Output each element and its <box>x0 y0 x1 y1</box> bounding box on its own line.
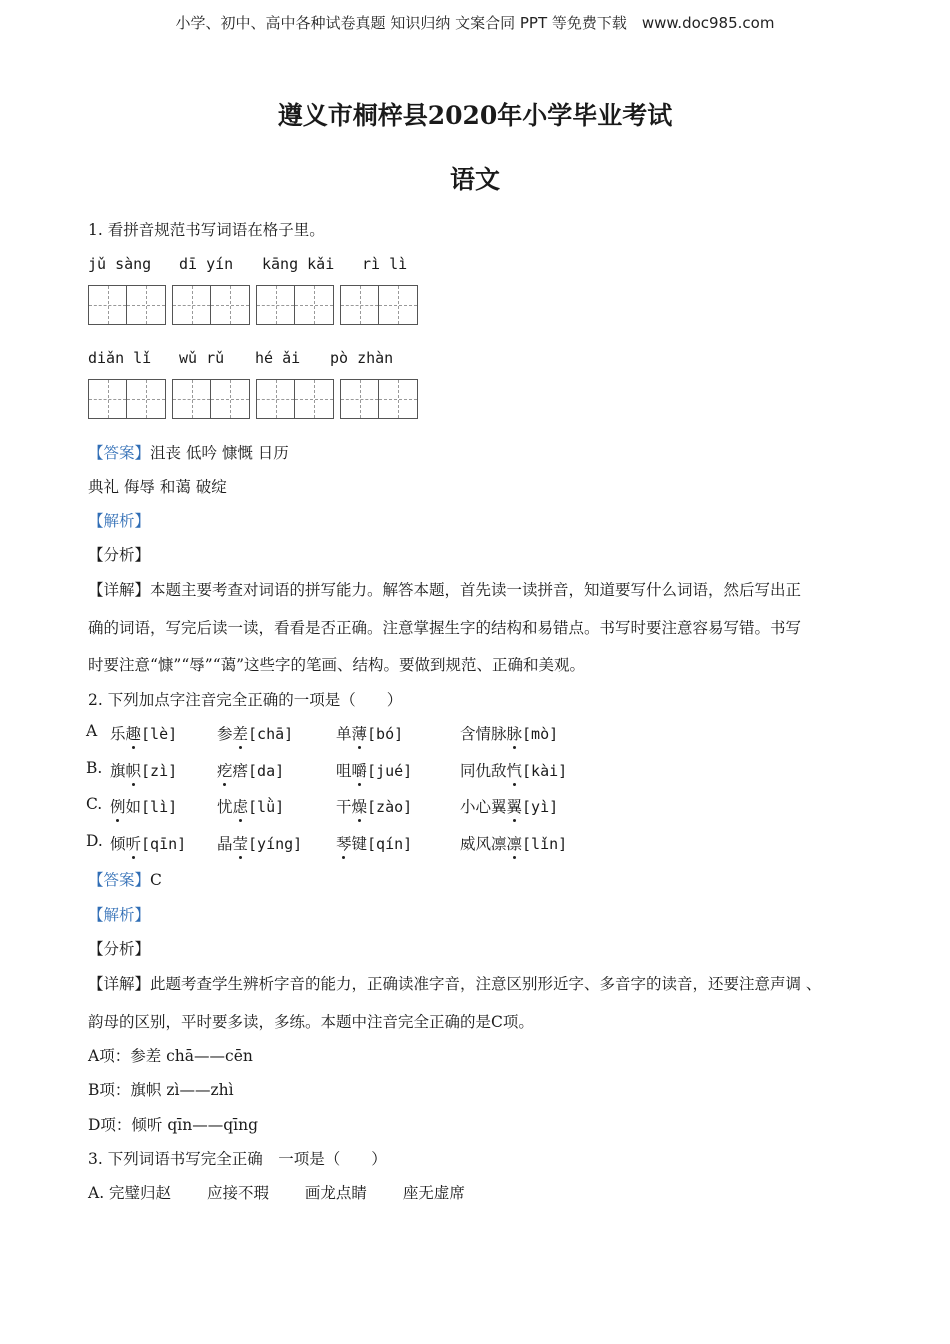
dotted-char: 嚼 <box>352 759 368 781</box>
pinyin-annotation: [kài] <box>522 762 568 780</box>
word-part: 含情脉 <box>460 725 507 743</box>
q2-jiexi-tag: 【解析】 <box>88 906 151 924</box>
q2-option-label[interactable]: D. <box>86 832 103 850</box>
dotted-char: 忾 <box>507 759 523 781</box>
q1-detail-1: 【详解】本题主要考查对词语的拼写能力。解答本题，首先读一读拼音，知道要写什么词语，然后写出正 <box>88 581 802 599</box>
writing-grid[interactable] <box>172 379 250 419</box>
q2-option-item <box>217 795 284 817</box>
dotted-char: 燥 <box>352 795 368 817</box>
q3-prompt: 3. 下列词语书写完全正确 一项是（ ） <box>88 1150 387 1168</box>
q2-prompt: 2. 下列加点字注音完全正确的一项是（ ） <box>88 691 403 709</box>
q1-pinyin-5: diǎn lǐ <box>88 349 152 367</box>
writing-grid[interactable] <box>172 285 250 325</box>
word-part: 同仇敌 <box>460 762 507 780</box>
q3-option-a: A. 完璧归赵 应接不瑕 画龙点睛 座无虚席 <box>88 1184 465 1202</box>
word-part: 键 <box>351 835 368 853</box>
q2-option-label[interactable]: C. <box>86 795 103 813</box>
word-part: 瘩 <box>232 762 249 780</box>
q2-option-item <box>460 795 558 817</box>
q1-pinyin-4: rì lì <box>362 255 408 273</box>
q2-note-a: A项：参差 chā——cēn <box>88 1047 253 1065</box>
q2-option-item <box>460 722 558 744</box>
pinyin-annotation: [lǐn] <box>522 835 568 853</box>
answer-tag: 【答案】 <box>88 871 151 889</box>
pinyin-annotation: [zào] <box>367 798 413 816</box>
word-part: 小心翼 <box>460 798 507 816</box>
pinyin-annotation: [chā] <box>248 725 294 743</box>
exam-subject: 语文 <box>449 165 500 194</box>
pinyin-annotation: [qín] <box>367 835 413 853</box>
q2-option-item <box>110 759 177 781</box>
q2-option-item <box>460 759 567 781</box>
q2-fenxi-tag: 【分析】 <box>88 940 151 958</box>
word-part: 咀 <box>336 762 352 780</box>
q2-note-b: B项：旗帜 zì——zhì <box>88 1081 234 1099</box>
pinyin-annotation: [qīn] <box>141 835 187 853</box>
writing-grid[interactable] <box>88 379 166 419</box>
pinyin-annotation: [yì] <box>522 798 559 816</box>
pinyin-annotation: [lè] <box>141 725 178 743</box>
dotted-char: 薄 <box>352 722 368 744</box>
word-part: 如 <box>125 798 142 816</box>
word-part: 干 <box>336 798 352 816</box>
q2-answer <box>88 868 162 890</box>
q1-detail-2: 确的词语，写完后读一读，看看是否正确。注意掌握生字的结构和易错点。书写时要注意容易写错。书写 <box>88 619 802 637</box>
q1-pinyin-7: hé ǎi <box>255 349 301 367</box>
exam-title: 遵义市桐梓县2020年小学毕业考试 <box>277 101 673 130</box>
word-part: 忧 <box>217 798 233 816</box>
pinyin-annotation: [da] <box>248 762 285 780</box>
word-part: 倾 <box>110 835 126 853</box>
pinyin-annotation: [zì] <box>141 762 178 780</box>
writing-grid[interactable] <box>340 379 418 419</box>
q1-pinyin-2: dī yín <box>179 255 234 273</box>
dotted-char: 翼 <box>507 795 523 817</box>
q2-option-label[interactable]: A <box>86 722 98 740</box>
writing-grid[interactable] <box>88 285 166 325</box>
q1-pinyin-8: pò zhàn <box>330 349 394 367</box>
dotted-char: 疙 <box>217 759 233 781</box>
word-part: 旗 <box>110 762 126 780</box>
dotted-char: 琴 <box>336 832 352 854</box>
dotted-char: 趣 <box>126 722 142 744</box>
word-part: 单 <box>336 725 352 743</box>
q2-note-d: D项：倾听 qīn——qīng <box>88 1116 259 1134</box>
q1-jiexi-tag: 【解析】 <box>88 512 151 530</box>
word-part: 参 <box>217 725 233 743</box>
writing-grid[interactable] <box>340 285 418 325</box>
q1-pinyin-3: kāng kǎi <box>262 255 335 273</box>
q1-detail-3: 时要注意“慷”“辱”“蔼”这些字的笔画、结构。要做到规范、正确和美观。 <box>88 656 586 674</box>
q1-pinyin-6: wǔ rǔ <box>179 349 225 367</box>
pinyin-annotation: [yíng] <box>248 835 303 853</box>
q2-option-item <box>460 832 567 854</box>
q2-option-item <box>217 759 284 781</box>
q1-pinyin-1: jǔ sàng <box>88 255 152 273</box>
dotted-char: 帜 <box>126 759 142 781</box>
word-part: 乐 <box>110 725 126 743</box>
q1-answer <box>88 441 289 463</box>
dotted-char: 莹 <box>233 832 249 854</box>
pinyin-annotation: [lì] <box>141 798 178 816</box>
header-banner: 小学、初中、高中各种试卷真题 知识归纳 文案合同 PPT 等免费下载 www.doc985.com <box>175 14 775 32</box>
q1-answer-line2: 典礼 侮辱 和蔼 破绽 <box>88 478 227 496</box>
q2-detail-1: 【详解】此题考查学生辨析字音的能力，正确读准字音，注意区别形近字、多音字的读音，还要注意声调 、 <box>88 975 822 993</box>
answer-text: C <box>150 871 162 889</box>
q2-option-item <box>217 832 302 854</box>
writing-grid[interactable] <box>256 285 334 325</box>
q2-option-item <box>336 759 412 781</box>
dotted-char: 差 <box>233 722 249 744</box>
pinyin-annotation: [mò] <box>522 725 559 743</box>
q2-option-item <box>110 722 177 744</box>
dotted-char: 听 <box>126 832 142 854</box>
writing-grid[interactable] <box>256 379 334 419</box>
q2-option-item <box>217 722 293 744</box>
dotted-char: 脉 <box>507 722 523 744</box>
dotted-char: 虑 <box>233 795 249 817</box>
pinyin-annotation: [jué] <box>367 762 413 780</box>
q2-option-item <box>336 832 412 854</box>
dotted-char: 例 <box>110 795 126 817</box>
dotted-char: 凛 <box>507 832 523 854</box>
word-part: 威风凛 <box>460 835 507 853</box>
q1-prompt: 1. 看拼音规范书写词语在格子里。 <box>88 221 325 239</box>
q1-fenxi-tag: 【分析】 <box>88 546 151 564</box>
answer-tag: 【答案】 <box>88 444 151 462</box>
answer-text: 沮丧 低吟 慷慨 日历 <box>150 444 289 462</box>
word-part: 晶 <box>217 835 233 853</box>
pinyin-annotation: [lǜ] <box>248 798 285 816</box>
q2-option-item <box>336 795 412 817</box>
q2-detail-2: 韵母的区别，平时要多读，多练。本题中注音完全正确的是C项。 <box>88 1013 534 1031</box>
q2-option-item <box>110 832 186 854</box>
q2-option-item <box>336 722 403 744</box>
q2-option-label[interactable]: B. <box>86 759 103 777</box>
q2-option-item <box>110 795 177 817</box>
pinyin-annotation: [bó] <box>367 725 404 743</box>
